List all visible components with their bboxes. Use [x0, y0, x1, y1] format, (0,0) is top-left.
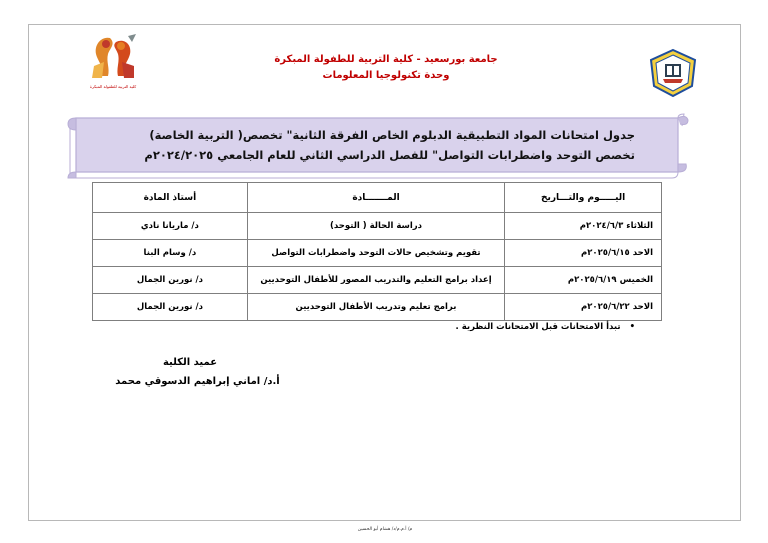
banner-title-line2: تخصص التوحد واضطرابات التواصل" للفصل الدراسي الثاني للعام الجامعي ٢٠٢٤/٢٠٢٥م [144, 148, 635, 162]
note-text: تبدأ الامتحانات قبل الامتحانات النظرية . [455, 322, 621, 332]
banner-title-line1: جدول امتحانات المواد التطبيقية الدبلوم الخاص الفرقة الثانية" تخصص( التربية الخاصة) [149, 128, 635, 142]
table-row [93, 213, 662, 240]
exam-schedule-table [92, 182, 662, 321]
exam-note [300, 322, 635, 332]
row-subject: إعداد برامج التعليم والتدريب المصور للأطفال التوحديين [247, 267, 504, 294]
row-subject: تقويم وتشخيص حالات التوحد واضطرابات التواصل [247, 240, 504, 267]
dean-title: عميد الكلية [162, 357, 218, 368]
row-subject: برامج تعليم وتدريب الأطفال التوحديين [247, 294, 504, 321]
university-name: جامعة بورسعيد - كلية التربية للطفولة المبكرة [274, 54, 498, 65]
footer-credit: م/ أ.م.م/د/ هشام أبو الحسين [357, 527, 413, 532]
faculty-logo-icon [80, 32, 144, 88]
header-subject: المـــــــادة [247, 183, 504, 213]
faculty-logo-caption: كلية التربية للطفولة المبكرة [89, 84, 137, 89]
row-date: الثلاثاء ٢٠٢٤/٦/٣م [505, 213, 662, 240]
table-row [93, 294, 662, 321]
university-seal-icon [648, 48, 698, 98]
row-date: الخميس ٢٠٢٥/٦/١٩م [505, 267, 662, 294]
table-header-row [93, 183, 662, 213]
row-date: الاحد ٢٠٢٥/٦/١٥م [505, 240, 662, 267]
row-date: الاحد ٢٠٢٥/٦/٢٢م [505, 294, 662, 321]
row-teacher: د/ وسام البنا [93, 240, 248, 267]
row-teacher: د/ ماريانا نادي [93, 213, 248, 240]
bullet-icon: • [629, 322, 635, 332]
header-date: اليـــــوم والتـــاريخ [505, 183, 662, 213]
table-row [93, 267, 662, 294]
row-teacher: د/ نورين الجمال [93, 267, 248, 294]
dean-name: أ.د/ اماني إبراهيم الدسوقي محمد [115, 376, 280, 387]
title-scroll-banner [66, 112, 694, 180]
unit-name: وحدة تكنولوجيا المعلومات [322, 70, 450, 81]
header-teacher: أستاذ المادة [93, 183, 248, 213]
row-subject: دراسة الحالة ( التوحد) [247, 213, 504, 240]
table-row [93, 240, 662, 267]
row-teacher: د/ نورين الجمال [93, 294, 248, 321]
